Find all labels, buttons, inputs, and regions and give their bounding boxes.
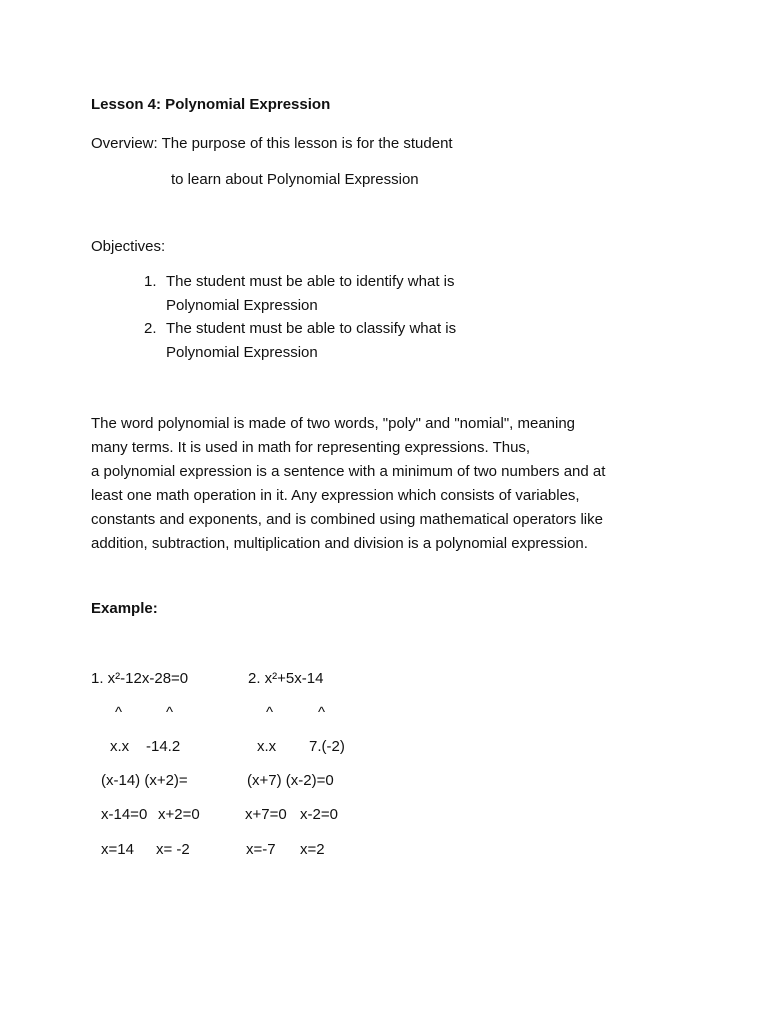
example-1-equation: 1. x²-12x-28=0 [91, 670, 189, 687]
paragraph-line: constants and exponents, and is combined using mathematical operators like [91, 511, 603, 528]
example-1-root-b: x= -2 [156, 841, 190, 858]
example-1-caret-b: ^ [166, 704, 174, 721]
example-2-equation: 2. x²+5x-14 [248, 670, 324, 687]
example-2-factored: (x+7) (x-2)=0 [247, 772, 334, 789]
paragraph-line: many terms. It is used in math for representing expressions. Thus, [91, 439, 531, 456]
objective-2-text-cont: Polynomial Expression [166, 344, 318, 361]
example-2-root-b: x=2 [300, 841, 325, 858]
example-1-root-eq-b: x+2=0 [158, 806, 200, 823]
objective-1-text-cont: Polynomial Expression [166, 297, 318, 314]
overview-line-2: to learn about Polynomial Expression [171, 171, 419, 188]
objective-1-text: The student must be able to identify what is [166, 273, 455, 290]
objective-1-number: 1. [144, 273, 157, 290]
example-1-factored: (x-14) (x+2)= [101, 772, 188, 789]
example-2-root-a: x=-7 [246, 841, 276, 858]
overview-text-1: The purpose of this lesson is for the student [161, 135, 453, 152]
paragraph-line: a polynomial expression is a sentence with a minimum of two numbers and at [91, 463, 606, 480]
paragraph-line: addition, subtraction, multiplication and division is a polynomial expression. [91, 535, 588, 552]
objective-2-number: 2. [144, 320, 157, 337]
example-heading: Example: [91, 600, 158, 617]
overview-label: Overview: [91, 135, 162, 152]
example-1-root-a: x=14 [101, 841, 134, 858]
example-2-caret-a: ^ [266, 704, 274, 721]
example-2-root-eq-b: x-2=0 [300, 806, 338, 823]
example-1-factor-a: x.x [110, 738, 130, 755]
definition-paragraph [91, 412, 691, 556]
example-1-factor-b: -14.2 [146, 738, 181, 755]
example-1-root-eq-a: x-14=0 [101, 806, 148, 823]
example-2-factor-b: 7.(-2) [309, 738, 345, 755]
example-2-root-eq-a: x+7=0 [245, 806, 287, 823]
paragraph-line: The word polynomial is made of two words, "poly" and "nomial", meaning [91, 415, 576, 432]
example-1-caret-a: ^ [115, 704, 123, 721]
lesson-title: Lesson 4: Polynomial Expression [91, 96, 331, 113]
objective-2-text: The student must be able to classify what is [166, 320, 457, 337]
objectives-heading: Objectives: [91, 238, 166, 255]
overview-line-1 [91, 135, 453, 153]
paragraph-line: least one math operation in it. Any expression which consists of variables, [91, 487, 580, 504]
example-2-caret-b: ^ [318, 704, 326, 721]
example-2-factor-a: x.x [257, 738, 277, 755]
